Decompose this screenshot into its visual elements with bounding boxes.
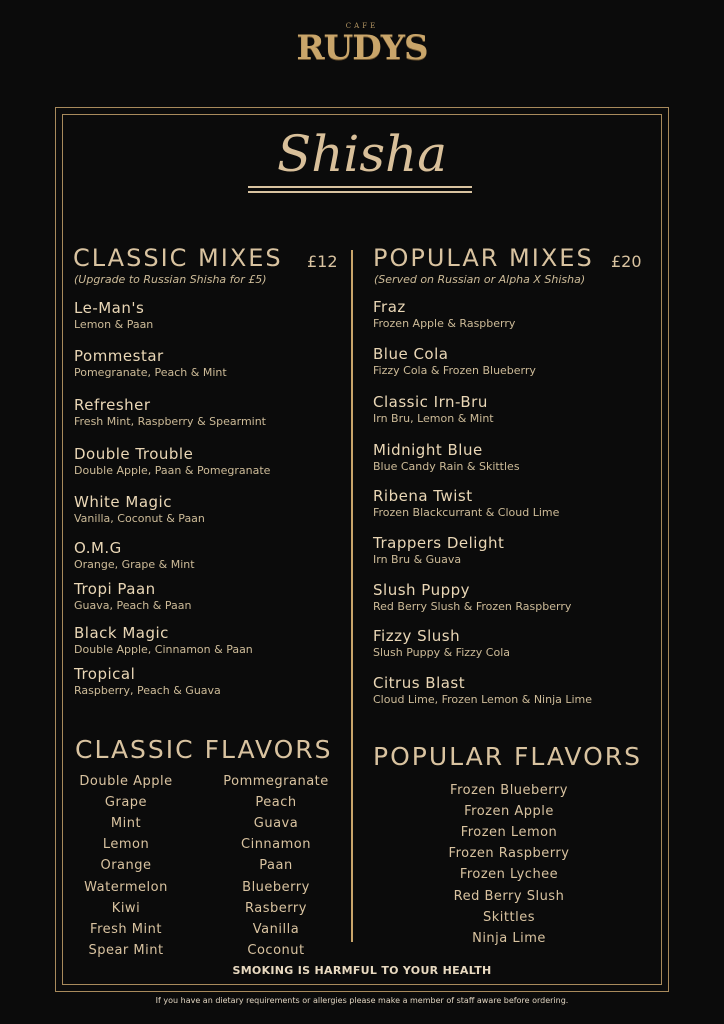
flavor-item: Kiwi: [111, 900, 141, 916]
menu-item-name: Citrus Blast: [373, 674, 466, 692]
flavor-item: Frozen Lemon: [460, 825, 558, 841]
flavor-item: Rasberry: [245, 900, 307, 916]
classic-mixes-price: £12: [307, 252, 338, 271]
flavor-item: Mint: [110, 816, 142, 832]
flavor-item: Spear Mint: [88, 942, 164, 958]
menu-item-description: Irn Bru & Guava: [373, 553, 462, 566]
title-underline-bottom: [248, 191, 472, 193]
menu-item-name: Slush Puppy: [373, 581, 470, 599]
menu-item-name: Pommestar: [74, 347, 164, 365]
flavor-item: Frozen Raspberry: [448, 846, 570, 862]
menu-item-name: Classic Irn-Bru: [373, 393, 488, 411]
menu-item: [373, 487, 559, 519]
menu-item: [373, 298, 515, 330]
menu-item-description: Vanilla, Coconut & Paan: [74, 512, 205, 525]
menu-item-description: Lemon & Paan: [74, 318, 154, 331]
menu-item-description: Double Apple, Paan & Pomegranate: [74, 464, 271, 477]
menu-item-description: Orange, Grape & Mint: [74, 558, 195, 571]
title-underline-top: [248, 186, 472, 188]
classic-flavors-heading: CLASSIC FLAVORS: [75, 735, 333, 764]
menu-item-description: Guava, Peach & Paan: [74, 599, 192, 612]
menu-item: [373, 345, 536, 377]
menu-item-description: Fresh Mint, Raspberry & Spearmint: [74, 415, 266, 428]
logo-small-text: CAFE: [345, 22, 379, 30]
menu-item-name: Refresher: [74, 396, 151, 414]
menu-item-name: Black Magic: [74, 624, 169, 642]
classic-mixes-heading: CLASSIC MIXES: [73, 244, 283, 272]
flavor-item: Ninja Lime: [472, 930, 546, 946]
logo-main-text: RUDYS: [296, 28, 428, 68]
menu-item-name: Trappers Delight: [373, 534, 505, 552]
menu-item: [373, 581, 571, 613]
flavor-item: Lemon: [102, 837, 150, 853]
menu-item-name: White Magic: [74, 493, 172, 511]
flavor-item: Vanilla: [252, 921, 300, 937]
flavor-item: Peach: [255, 795, 297, 811]
flavor-item: Blueberry: [242, 879, 310, 895]
flavor-item: Frozen Blueberry: [450, 783, 568, 798]
menu-item-description: Cloud Lime, Frozen Lemon & Ninja Lime: [373, 693, 593, 706]
menu-item: [74, 445, 270, 477]
menu-item-name: Fraz: [373, 298, 406, 316]
menu-item-name: Blue Cola: [373, 345, 449, 363]
menu-item-name: Tropi Paan: [74, 580, 156, 598]
menu-item-description: Irn Bru, Lemon & Mint: [373, 412, 494, 425]
flavor-item: Double Apple: [79, 774, 173, 789]
menu-item: [373, 627, 510, 659]
popular-mixes-heading: POPULAR MIXES: [373, 244, 594, 272]
menu-item: [74, 493, 205, 525]
menu-item-name: Midnight Blue: [373, 441, 483, 459]
flavor-item: Coconut: [247, 942, 305, 958]
page-title: Shisha: [276, 125, 448, 183]
flavor-item: Orange: [100, 858, 152, 874]
flavor-item: Red Berry Slush: [453, 888, 565, 904]
menu-item-description: Frozen Blackcurrant & Cloud Lime: [373, 506, 560, 519]
allergy-footer-note: If you have an dietary requirements or allergies please make a member of staff aware before ordering.: [155, 996, 569, 1005]
menu-item-description: Slush Puppy & Fizzy Cola: [373, 646, 511, 659]
flavor-item: Cinnamon: [241, 837, 311, 853]
menu-item-description: Raspberry, Peach & Guava: [74, 684, 221, 697]
menu-item-description: Double Apple, Cinnamon & Paan: [74, 643, 253, 656]
menu-item: [373, 393, 494, 425]
menu-item: [373, 441, 520, 473]
menu-item-description: Pomegranate, Peach & Mint: [74, 366, 227, 379]
menu-item-name: O.M.G: [74, 539, 122, 557]
menu-item-description: Red Berry Slush & Frozen Raspberry: [373, 600, 572, 613]
menu-item: [373, 534, 504, 566]
classic-mixes-note: (Upgrade to Russian Shisha for £5): [74, 273, 267, 286]
flavor-item: Watermelon: [84, 879, 168, 895]
menu-item: [74, 299, 153, 331]
menu-item: [74, 624, 253, 656]
flavor-item: Frozen Lychee: [459, 867, 559, 883]
flavor-item: Grape: [104, 795, 148, 811]
menu-item: [74, 665, 221, 697]
flavor-item: Fresh Mint: [90, 921, 162, 937]
menu-item-description: Blue Candy Rain & Skittles: [373, 460, 520, 473]
popular-mixes-note: (Served on Russian or Alpha X Shisha): [374, 273, 586, 286]
menu-item-description: Fizzy Cola & Frozen Blueberry: [373, 364, 536, 377]
menu-item-name: Tropical: [74, 665, 136, 683]
health-warning: SMOKING IS HARMFUL TO YOUR HEALTH: [232, 964, 492, 977]
menu-item: [74, 580, 191, 612]
menu-item-name: Ribena Twist: [373, 487, 473, 505]
menu-item: [74, 347, 227, 379]
cafe-logo: [0, 22, 724, 68]
menu-item-name: Double Trouble: [74, 445, 194, 463]
menu-item: [373, 674, 592, 706]
menu-item-name: Le-Man's: [74, 299, 145, 317]
popular-flavors-heading: POPULAR FLAVORS: [373, 742, 643, 771]
menu-item: [74, 396, 266, 428]
flavor-item: Skittles: [483, 909, 535, 925]
flavor-item: Paan: [259, 858, 293, 874]
menu-item: [74, 539, 195, 571]
menu-item-description: Frozen Apple & Raspberry: [373, 317, 516, 330]
menu-item-name: Fizzy Slush: [373, 627, 461, 645]
flavor-item: Frozen Apple: [464, 804, 554, 820]
flavor-item: Pommegranate: [223, 774, 329, 789]
flavor-item: Guava: [253, 816, 299, 832]
popular-mixes-price: £20: [611, 252, 642, 271]
